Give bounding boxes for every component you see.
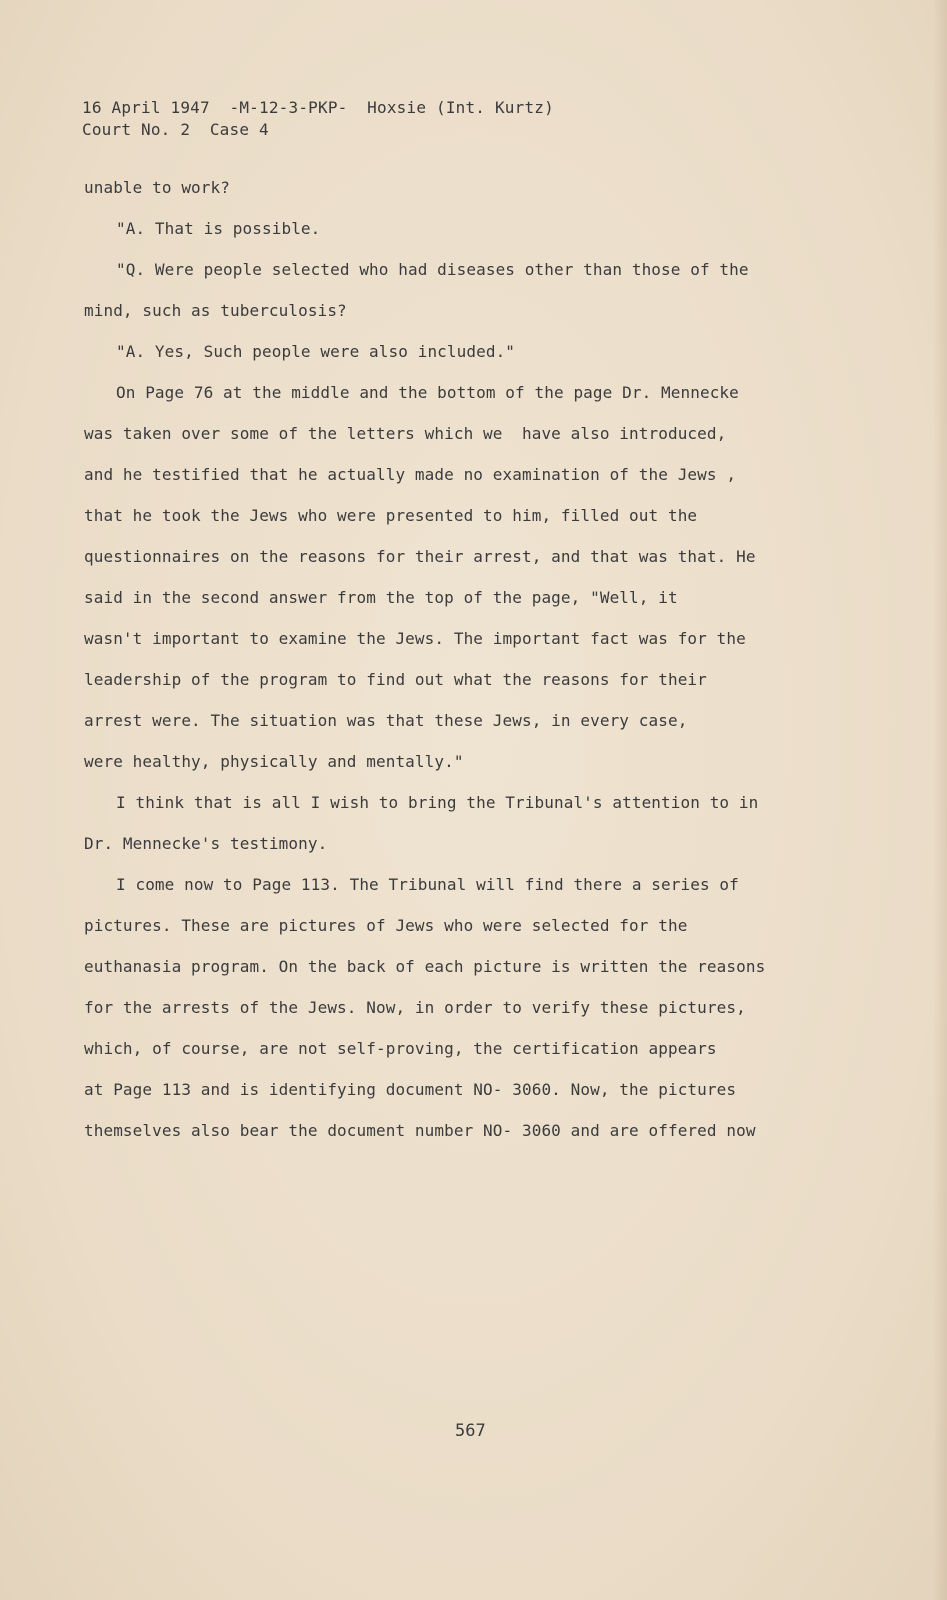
header-date-line: 16 April 1947 -M-12-3-PKP- Hoxsie (Int. Kurtz) (82, 98, 554, 117)
transcript-line: "A. Yes, Such people were also included." (116, 342, 516, 361)
transcript-line: questionnaires on the reasons for their arrest, and that was that. He (84, 547, 756, 566)
transcript-line: pictures. These are pictures of Jews who were selected for the (84, 916, 688, 935)
transcript-line: were healthy, physically and mentally." (84, 752, 464, 771)
transcript-body (84, 178, 804, 1162)
transcript-line: "A. That is possible. (116, 219, 321, 238)
transcript-line: at Page 113 and is identifying document NO- 3060. Now, the pictures (84, 1080, 737, 1099)
transcript-line: arrest were. The situation was that these Jews, in every case, (84, 711, 688, 730)
transcript-line: Dr. Mennecke's testimony. (84, 834, 328, 853)
transcript-line: I come now to Page 113. The Tribunal will find there a series of (116, 875, 739, 894)
transcript-line: and he testified that he actually made no examination of the Jews , (84, 465, 737, 484)
transcript-line: leadership of the program to find out what the reasons for their (84, 670, 707, 689)
transcript-line: unable to work? (84, 178, 230, 197)
transcript-line: I think that is all I wish to bring the Tribunal's attention to in (116, 793, 759, 812)
transcript-line: wasn't important to examine the Jews. The important fact was for the (84, 629, 746, 648)
header-court-line: Court No. 2 Case 4 (82, 120, 269, 139)
transcript-line: On Page 76 at the middle and the bottom of the page Dr. Mennecke (116, 383, 739, 402)
transcript-line: for the arrests of the Jews. Now, in order to verify these pictures, (84, 998, 746, 1017)
transcript-line: which, of course, are not self-proving, the certification appears (84, 1039, 717, 1058)
transcript-line: said in the second answer from the top of the page, "Well, it (84, 588, 678, 607)
transcript-line: mind, such as tuberculosis? (84, 301, 347, 320)
page-number: 567 (455, 1421, 486, 1441)
transcript-line: that he took the Jews who were presented to him, filled out the (84, 506, 698, 525)
transcript-line: "Q. Were people selected who had diseases other than those of the (116, 260, 749, 279)
transcript-line: was taken over some of the letters which we have also introduced, (84, 424, 727, 443)
transcript-line: euthanasia program. On the back of each picture is written the reasons (84, 957, 766, 976)
transcript-line: themselves also bear the document number NO- 3060 and are offered now (84, 1121, 756, 1140)
